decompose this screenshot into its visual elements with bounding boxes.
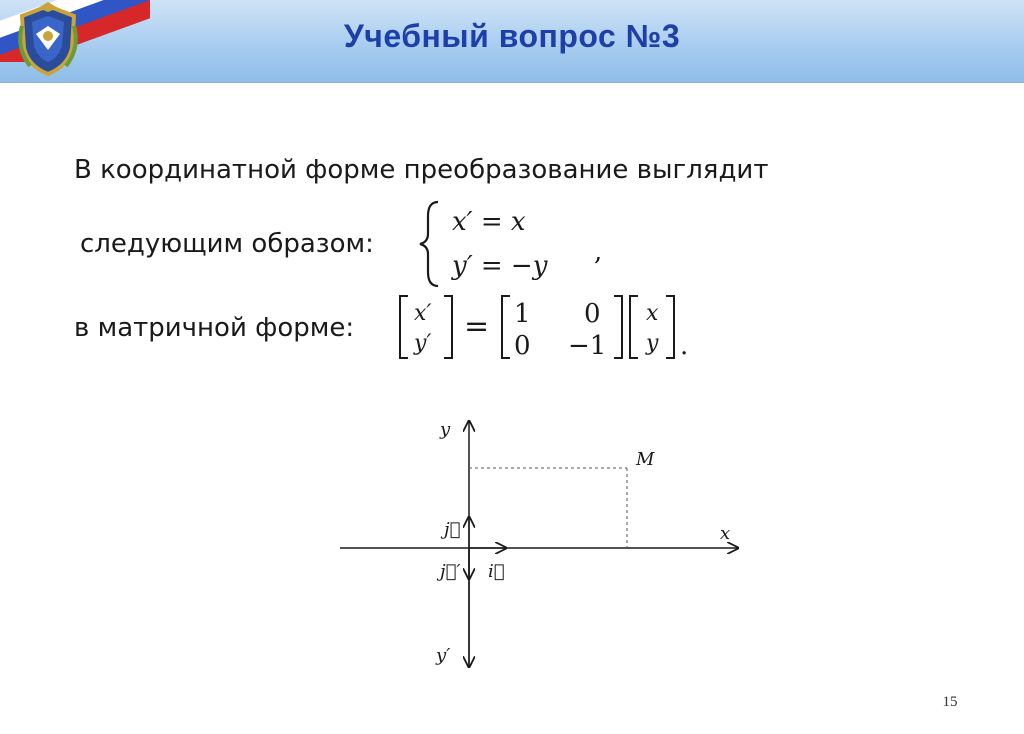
point-m-label: M bbox=[636, 449, 655, 470]
coordinate-diagram bbox=[330, 405, 750, 675]
x-axis-label: x bbox=[720, 523, 731, 544]
body-line-3: в матричной форме: bbox=[74, 313, 355, 343]
system-brace bbox=[420, 202, 438, 286]
rhs-x: x bbox=[646, 301, 659, 326]
equation-system bbox=[418, 198, 618, 290]
body-line-2: следующим образом: bbox=[80, 229, 374, 259]
j-prime-vector-label: j⃗′ bbox=[440, 561, 461, 582]
system-eq-2: y′ = −y bbox=[452, 251, 548, 281]
matrix-a21: 0 bbox=[514, 331, 531, 361]
matrix-equals: = bbox=[464, 309, 490, 344]
body-line-1: В координатной форме преобразование выглядит bbox=[74, 155, 769, 185]
header-band bbox=[0, 0, 1024, 83]
i-vector-label: i⃗ bbox=[488, 561, 505, 582]
matrix-a11: 1 bbox=[514, 299, 531, 329]
system-comma: , bbox=[594, 237, 603, 267]
lhs-y-prime: y′ bbox=[414, 331, 432, 356]
lhs-x-prime: x′ bbox=[414, 301, 432, 326]
y-prime-axis-label: y′ bbox=[436, 645, 451, 666]
matrix-period: . bbox=[680, 331, 689, 361]
matrix-a12: 0 bbox=[584, 299, 601, 329]
matrix-equation bbox=[396, 292, 706, 364]
rhs-y: y bbox=[646, 331, 659, 356]
slide-title: Учебный вопрос №3 bbox=[343, 18, 681, 54]
y-axis-label: y bbox=[440, 419, 451, 440]
page-number: 15 bbox=[942, 694, 958, 710]
j-vector-label: j⃗ bbox=[444, 519, 461, 540]
system-eq-1: x′ = x bbox=[452, 207, 526, 237]
matrix-a22: −1 bbox=[568, 331, 607, 361]
